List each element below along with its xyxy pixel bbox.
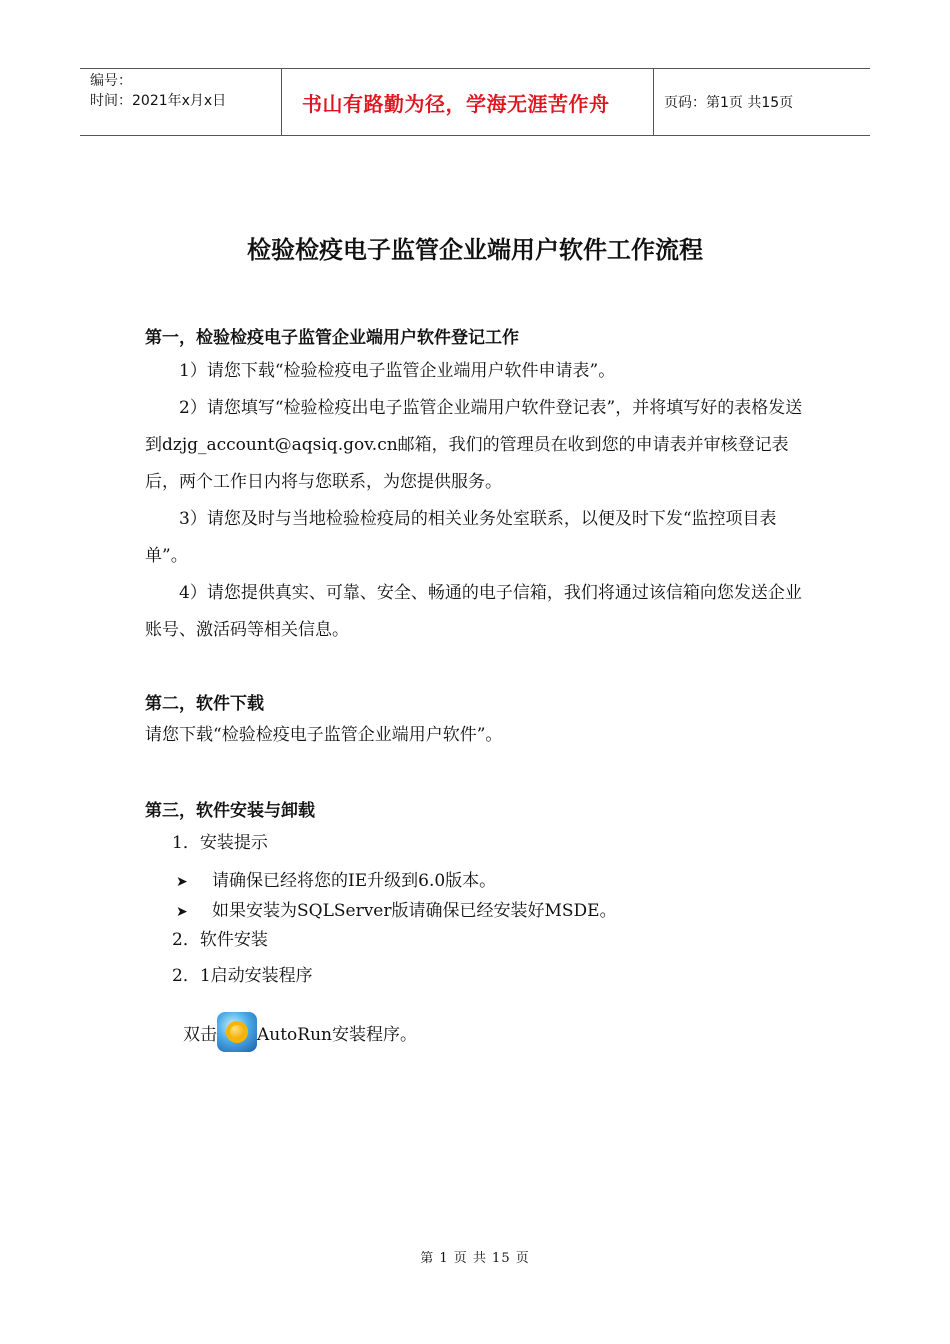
number-label: 编号：	[90, 73, 132, 89]
bullet-text-ie: 请确保已经将您的IE升级到6.0版本。	[212, 871, 497, 891]
section1-item-3: 3）请您及时与当地检验检疫局的相关业务处室联系，以便及时下发“监控项目表单”。	[145, 509, 777, 566]
double-click-label: 双击	[183, 1025, 217, 1045]
install-heading: 2．软件安装	[172, 930, 268, 950]
header-motto-cell	[281, 69, 654, 135]
autorun-icon	[217, 1012, 257, 1052]
document-title: 检验检疫电子监管企业端用户软件工作流程	[247, 236, 703, 264]
page-info: 页码：第1页 共15页	[664, 95, 794, 111]
arrow-bullet-icon: ➤	[176, 904, 188, 920]
header-table	[80, 68, 870, 136]
section1-heading: 第一，检验检疫电子监管企业端用户软件登记工作	[145, 328, 519, 348]
section1-item-2: 2）请您填写“检验检疫出电子监管企业端用户软件登记表”，并将填写好的表格发送到dzjg_account@aqsiq.gov.cn邮箱，我们的管理员在收到您的申请表并审核登记表后，两个工作日内将与您联系，为您提供服务。	[145, 398, 803, 492]
section1-item-4: 4）请您提供真实、可靠、安全、畅通的电子信箱，我们将通过该信箱向您发送企业账号、激活码等相关信息。	[145, 583, 802, 640]
section3-heading: 第三，软件安装与卸载	[145, 801, 315, 821]
autorun-line	[183, 1012, 417, 1054]
section2-text: 请您下载“检验检疫电子监管企业端用户软件”。	[145, 725, 503, 745]
bullet-text-msde: 如果安装为SQLServer版请确保已经安装好MSDE。	[212, 901, 617, 921]
header-meta	[80, 69, 281, 135]
install-tips-heading: 1．安装提示	[172, 833, 268, 853]
section1-item-1: 1）请您下载“检验检疫电子监管企业端用户软件申请表”。	[179, 361, 616, 381]
header-page-cell	[654, 69, 870, 135]
motto: 书山有路勤为径，学海无涯苦作舟	[302, 91, 610, 116]
section2-heading: 第二，软件下载	[145, 694, 264, 714]
date-label: 时间：2021年x月x日	[90, 93, 227, 109]
start-installer-heading: 2．1启动安装程序	[172, 966, 313, 986]
page-footer: 第 1 页 共 15 页	[420, 1251, 530, 1266]
bullet-item	[176, 866, 496, 897]
arrow-bullet-icon: ➤	[176, 874, 188, 890]
autorun-label: AutoRun安装程序。	[257, 1025, 417, 1045]
